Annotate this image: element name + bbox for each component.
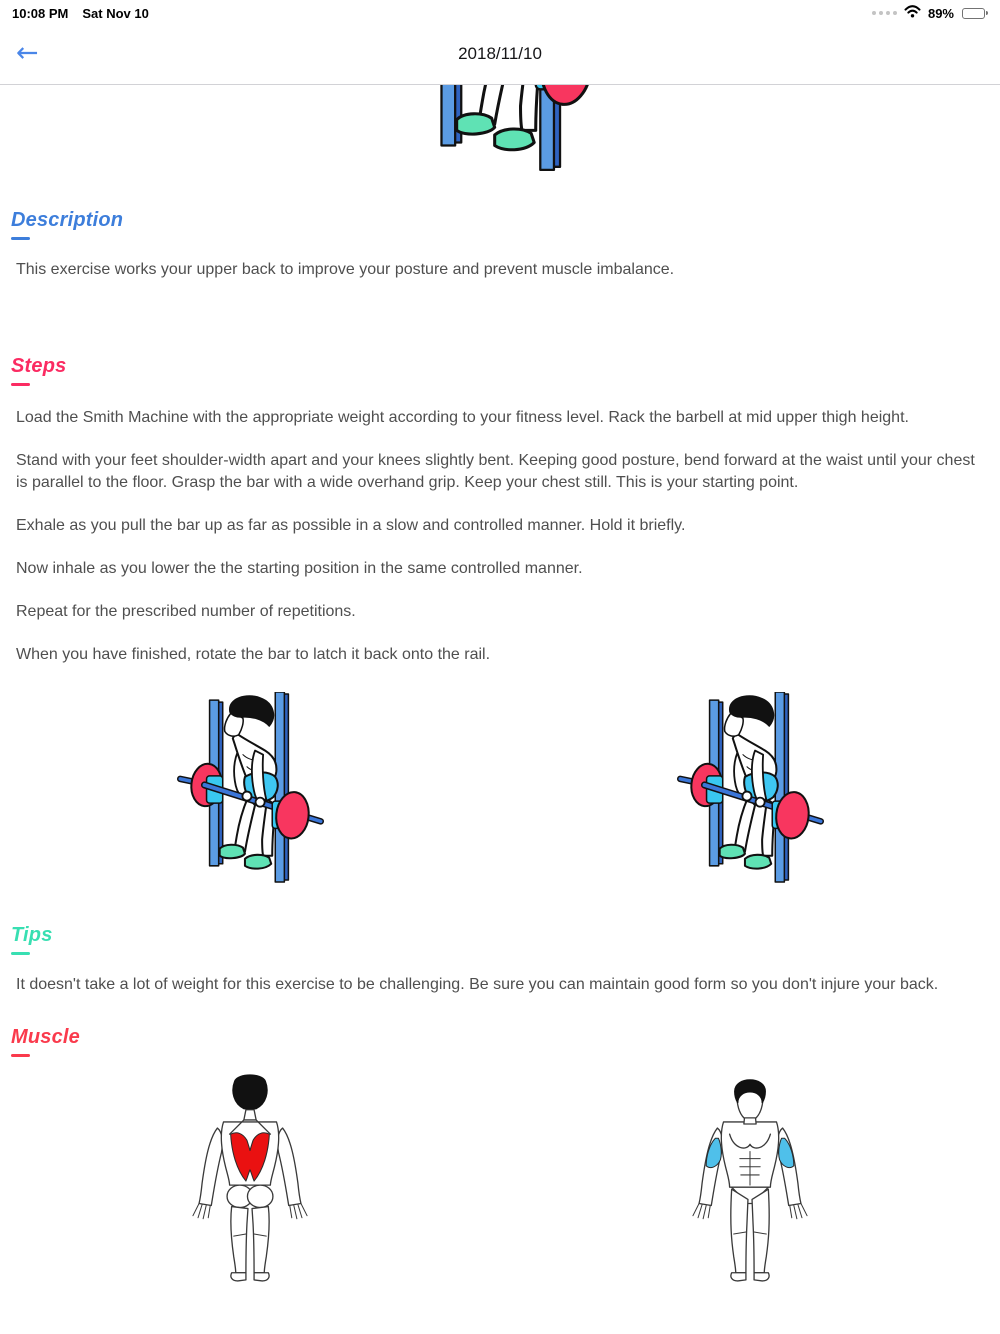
step-item: Repeat for the prescribed number of repetitions. — [16, 603, 356, 620]
battery-icon — [961, 8, 988, 19]
description-text: This exercise works your upper back to improve your posture and prevent muscle imbalance. — [16, 261, 675, 278]
description-heading: Description — [0, 209, 1000, 240]
smith-machine-row-illustration — [388, 85, 616, 173]
battery-percent: 89% — [927, 5, 954, 21]
muscle-heading: Muscle — [0, 1026, 1000, 1057]
muscle-diagram-back-upper-back-highlighted — [188, 1071, 312, 1285]
nav-bar — [0, 24, 1000, 85]
status-time: 10:08 PM — [12, 5, 69, 21]
exercise-start-position-illustration — [174, 692, 326, 884]
muscle-diagram-front-upper-arms-highlighted — [688, 1071, 812, 1285]
steps-heading: Steps — [0, 355, 1000, 386]
step-item: Exhale as you pull the bar up as far as possible in a slow and controlled manner. Hold it briefly. — [16, 517, 686, 534]
exercise-illustrations-row — [0, 692, 1000, 884]
step-item: When you have finished, rotate the bar to latch it back onto the rail. — [16, 646, 491, 663]
tips-text: It doesn't take a lot of weight for this exercise to be challenging. Be sure you can maintain good form so you don't injure your back. — [16, 976, 939, 993]
back-arrow-icon: ← — [16, 37, 39, 69]
step-item: Load the Smith Machine with the appropriate weight according to your fitness level. Rack the barbell at mid upper thigh height. — [16, 409, 909, 426]
muscle-diagrams-row — [0, 1071, 1000, 1285]
status-bar — [0, 0, 1000, 24]
status-date: Sat Nov 10 — [82, 5, 149, 21]
exercise-end-position-illustration — [674, 692, 826, 884]
step-item: Now inhale as you lower the the starting position in the same controlled manner. — [16, 560, 583, 577]
cellular-signal-icon — [872, 11, 897, 15]
tips-heading: Tips — [0, 924, 1000, 955]
back-button[interactable] — [16, 37, 39, 69]
wifi-icon — [904, 5, 921, 21]
step-item: Stand with your feet shoulder-width apart and your knees slightly bent. Keeping good posture, bend forward at the waist until your chest is parallel to the floor. Grasp the bar with a wide overhand grip. Keep your chest still. This is your starting point. — [16, 452, 975, 491]
page-title: 2018/11/10 — [458, 44, 542, 63]
exercise-illustration-top-cropped — [0, 85, 1000, 173]
